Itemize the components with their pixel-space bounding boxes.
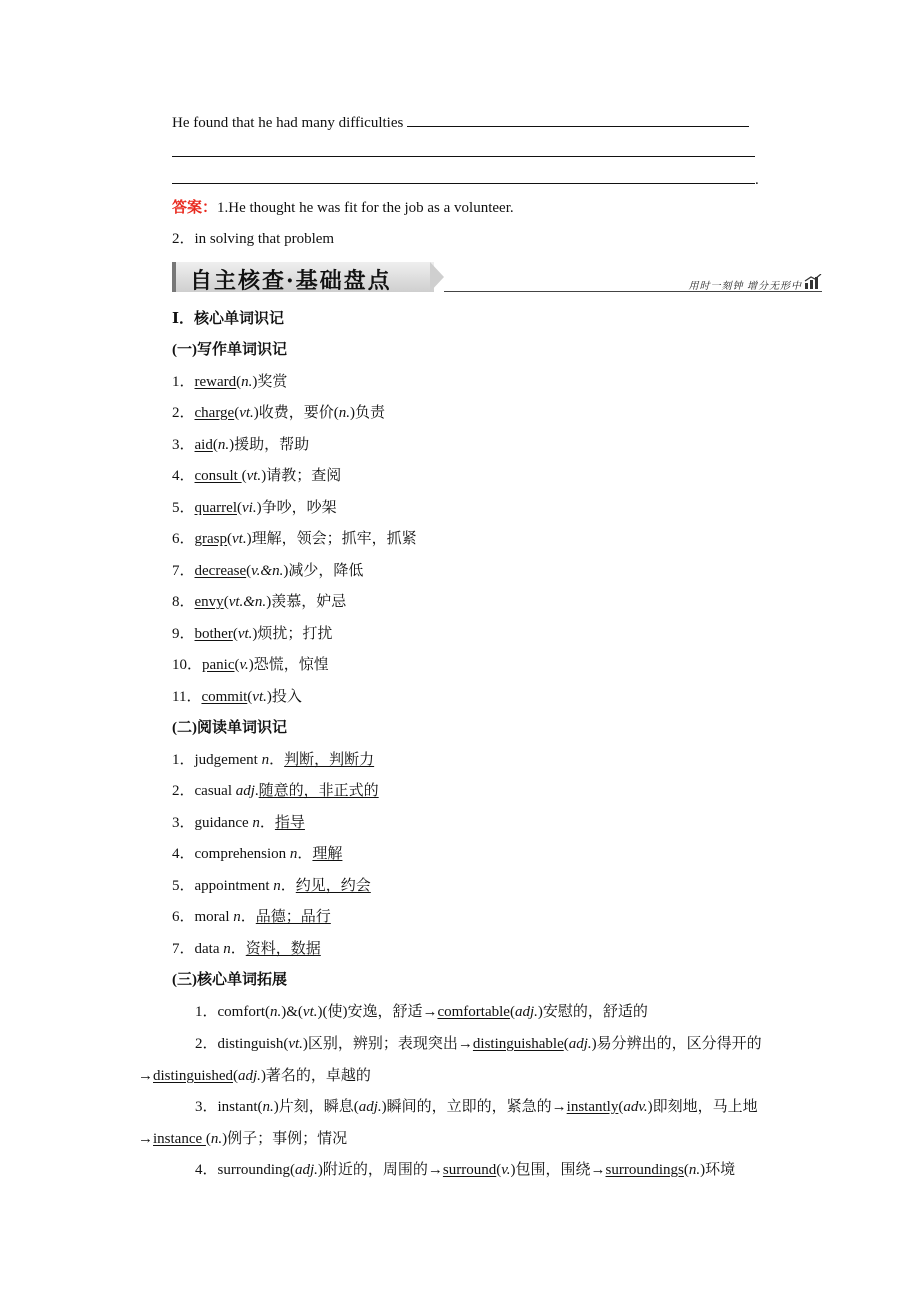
item-sep: . — [254, 783, 259, 799]
item-number: 4． — [172, 468, 195, 484]
item-pos: adj — [235, 783, 255, 799]
item-meaning: 约见，约会 — [295, 878, 371, 894]
item-pos: n. — [210, 1131, 223, 1147]
list-item: 11．commit(vt.)投入 — [172, 689, 302, 705]
item-pos: vt. — [252, 689, 267, 705]
item-word: distinguishable — [472, 1036, 564, 1052]
item-pos: n — [289, 846, 298, 862]
item-number: 11． — [172, 689, 202, 705]
list-item — [172, 750, 374, 770]
item-sep: ． — [280, 878, 296, 894]
text: ( — [509, 1004, 515, 1020]
item-meaning: 争吵，吵架 — [261, 500, 337, 516]
list-item — [172, 844, 342, 864]
list-item: 3．aid(n.)援助，帮助 — [172, 437, 310, 453]
item-meaning: 资料，数据 — [245, 941, 321, 957]
item-number: 6． — [172, 531, 195, 547]
list-item: 7．decrease(v.&n.)减少，降低 — [172, 563, 364, 579]
item-pos: adj. — [568, 1036, 592, 1052]
item-pos: n — [233, 909, 241, 925]
item-pos: adj. — [295, 1162, 318, 1178]
item-pos: vi. — [242, 500, 257, 516]
item-word: aid — [194, 437, 213, 453]
item-word: guidance — [194, 815, 249, 831]
item-word: reward — [194, 374, 237, 390]
item-pos: vt. — [246, 468, 262, 484]
sentence-line — [172, 113, 749, 133]
item-meaning: 判断，判断力 — [284, 752, 375, 768]
text: )包围，围绕→ — [510, 1162, 606, 1178]
list-item: 10．panic(v.)恐慌，惊惶 — [172, 657, 329, 673]
item-meaning: 奖赏 — [257, 374, 288, 390]
item-pos: adj. — [238, 1068, 261, 1084]
item-pos: n — [223, 941, 231, 957]
item-word: decrease — [194, 563, 247, 579]
item-number: 6． — [172, 909, 195, 925]
item-pos: n. — [262, 1099, 274, 1115]
item-word: instantly — [566, 1099, 619, 1115]
text: 4．surrounding( — [195, 1162, 295, 1178]
expansion-item-1 — [195, 1002, 648, 1022]
item-pos: vt. — [288, 1036, 303, 1052]
answer-blank — [172, 170, 755, 184]
answer-blank — [172, 143, 755, 157]
item-number: 1． — [172, 374, 195, 390]
item-number: 7． — [172, 941, 195, 957]
item-meaning: 恐慌，惊惶 — [253, 657, 329, 673]
item-meaning: 投入 — [271, 689, 302, 705]
banner-arrow-icon — [430, 262, 444, 292]
arrow-icon: → — [138, 1068, 153, 1084]
item-word: comprehension — [194, 846, 287, 862]
list-item — [172, 876, 371, 896]
item-word: comfortable — [437, 1004, 510, 1020]
list-item — [172, 907, 331, 927]
expansion-item-3-cont — [138, 1129, 347, 1149]
period: . — [755, 172, 759, 188]
text: )即刻地，马上地 — [647, 1099, 758, 1115]
section-banner — [172, 262, 822, 294]
item-pos: vt. — [232, 531, 247, 547]
item-sep: ． — [240, 909, 256, 925]
text: )易分辨出的，区分得开的 — [591, 1036, 762, 1052]
item-pos: n. — [338, 405, 351, 421]
text: )附近的，周围的→ — [317, 1162, 443, 1178]
item-meaning: )负责 — [350, 405, 386, 421]
answer-blank — [407, 113, 749, 127]
item-word: grasp — [194, 531, 228, 547]
text: )瞬间的，立即的，紧急的→ — [381, 1099, 567, 1115]
item-meaning: 收费，要价( — [258, 405, 339, 421]
expansion-item-2 — [195, 1034, 762, 1054]
item-pos: v. — [239, 657, 249, 673]
item-meaning: 理解，领会；抓牢，抓紧 — [251, 531, 417, 547]
list-item: 5．quarrel(vi.)争吵，吵架 — [172, 500, 337, 516]
item-word: surround — [442, 1162, 497, 1178]
item-number: 4． — [172, 846, 195, 862]
item-word: charge — [194, 405, 235, 421]
blank-line-3 — [172, 170, 759, 190]
section-title: Ⅰ．核心单词识记 — [172, 311, 285, 327]
item-number: 8． — [172, 594, 195, 610]
item-word: judgement — [194, 752, 258, 768]
list-item: 9．bother(vt.)烦扰；打扰 — [172, 626, 333, 642]
item-word: panic — [202, 657, 235, 673]
item-pos: adv. — [623, 1099, 648, 1115]
item-pos: n. — [217, 437, 230, 453]
item-pos: v. — [501, 1162, 511, 1178]
text: ( — [233, 1068, 239, 1084]
reading-heading: (二)阅读单词识记 — [172, 720, 287, 736]
expansion-item-4 — [195, 1160, 735, 1180]
item-pos: v.&n. — [251, 563, 284, 579]
expansion-heading: (三)核心单词拓展 — [172, 972, 287, 988]
item-number: 2． — [172, 405, 195, 421]
item-pos: n — [252, 815, 260, 831]
item-pos: vt.&n. — [228, 594, 267, 610]
text: )(使)安逸，舒适→ — [317, 1004, 438, 1020]
item-pos: adj. — [514, 1004, 538, 1020]
answer-line-2 — [172, 229, 334, 249]
item-word: data — [194, 941, 220, 957]
list-item: 2．charge(vt.)收费，要价(n.)负责 — [172, 405, 386, 421]
item-pos: n. — [241, 374, 253, 390]
item-meaning: 品德；品行 — [255, 909, 331, 925]
item-pos: vt. — [237, 626, 253, 642]
text: )片刻，瞬息( — [273, 1099, 359, 1115]
item-pos: vt. — [302, 1004, 318, 1020]
banner-slogan: 用时一刻钟 增分无形中 — [688, 281, 802, 292]
item-word: quarrel — [194, 500, 237, 516]
item-number: 2． — [172, 783, 195, 799]
item-meaning: 烦扰；打扰 — [257, 626, 333, 642]
banner-title: 自主核查·基础盘点 — [190, 268, 392, 294]
item-meaning: 请教；查阅 — [266, 468, 342, 484]
expansion-item-3 — [195, 1097, 758, 1117]
list-item — [172, 813, 305, 833]
answer-1: 1.He thought he was fit for the job as a volunteer. — [217, 200, 514, 216]
text: ( — [683, 1162, 689, 1178]
bar-chart-icon — [804, 274, 822, 290]
item-word: moral — [194, 909, 230, 925]
item-pos: vt. — [239, 405, 254, 421]
text: )例子；事例；情况 — [222, 1131, 348, 1147]
answer-line-1 — [172, 198, 514, 218]
text: ( — [496, 1162, 502, 1178]
item-number: 1． — [172, 752, 195, 768]
item-sep: ． — [269, 752, 285, 768]
item-sep: ． — [259, 815, 275, 831]
text: )&( — [281, 1004, 303, 1020]
item-meaning: 指导 — [274, 815, 305, 831]
text: 3．instant( — [195, 1099, 263, 1115]
writing-heading: (一)写作单词识记 — [172, 342, 287, 358]
item-word: envy — [194, 594, 224, 610]
list-item: 1．reward(n.)奖赏 — [172, 374, 288, 390]
item-pos: n. — [688, 1162, 701, 1178]
arrow-icon: → — [138, 1131, 153, 1147]
text: )区别，辨别；表现突出→ — [302, 1036, 473, 1052]
sentence-text: He found that he had many difficulties — [172, 115, 404, 131]
text: )环境 — [700, 1162, 736, 1178]
text: ( — [618, 1099, 624, 1115]
expansion-item-2-cont — [138, 1066, 371, 1086]
item-number: 10． — [172, 657, 203, 673]
item-word: commit — [201, 689, 248, 705]
item-pos: n — [273, 878, 281, 894]
item-number: 9． — [172, 626, 195, 642]
text: 1．comfort( — [195, 1004, 270, 1020]
text: )安慰的，舒适的 — [537, 1004, 648, 1020]
item-sep: ． — [297, 846, 313, 862]
text: )著名的，卓越的 — [260, 1068, 371, 1084]
list-item — [172, 781, 379, 801]
item-word: surroundings — [605, 1162, 684, 1178]
answer-2: 2．in solving that problem — [172, 231, 335, 247]
item-number: 3． — [172, 437, 195, 453]
item-number: 5． — [172, 878, 195, 894]
list-item: 4．consult (vt.)请教；查阅 — [172, 468, 342, 484]
item-meaning: 羡慕，妒忌 — [271, 594, 347, 610]
item-pos: adj. — [358, 1099, 382, 1115]
list-item: 6．grasp(vt.)理解，领会；抓牢，抓紧 — [172, 531, 417, 547]
item-pos: n — [261, 752, 270, 768]
item-meaning: 随意的，非正式的 — [258, 783, 379, 799]
item-pos: n. — [269, 1004, 282, 1020]
text: ( — [563, 1036, 569, 1052]
list-item: 8．envy(vt.&n.)羡慕，妒忌 — [172, 594, 347, 610]
item-sep: ． — [230, 941, 246, 957]
item-word: bother — [194, 626, 233, 642]
item-word: distinguished — [153, 1068, 234, 1084]
item-word: appointment — [194, 878, 270, 894]
item-meaning: 援助，帮助 — [234, 437, 310, 453]
answer-label: 答案： — [172, 200, 218, 216]
item-word: consult — [194, 468, 242, 484]
item-number: 7． — [172, 563, 195, 579]
item-word: instance — [153, 1131, 206, 1147]
blank-line-2 — [172, 143, 755, 163]
item-meaning: 减少，降低 — [288, 563, 364, 579]
item-meaning: 理解 — [312, 846, 343, 862]
list-item — [172, 939, 321, 959]
item-word: casual — [194, 783, 232, 799]
text: ( — [205, 1131, 211, 1147]
text: 2．distinguish( — [195, 1036, 289, 1052]
item-number: 3． — [172, 815, 195, 831]
item-number: 5． — [172, 500, 195, 516]
